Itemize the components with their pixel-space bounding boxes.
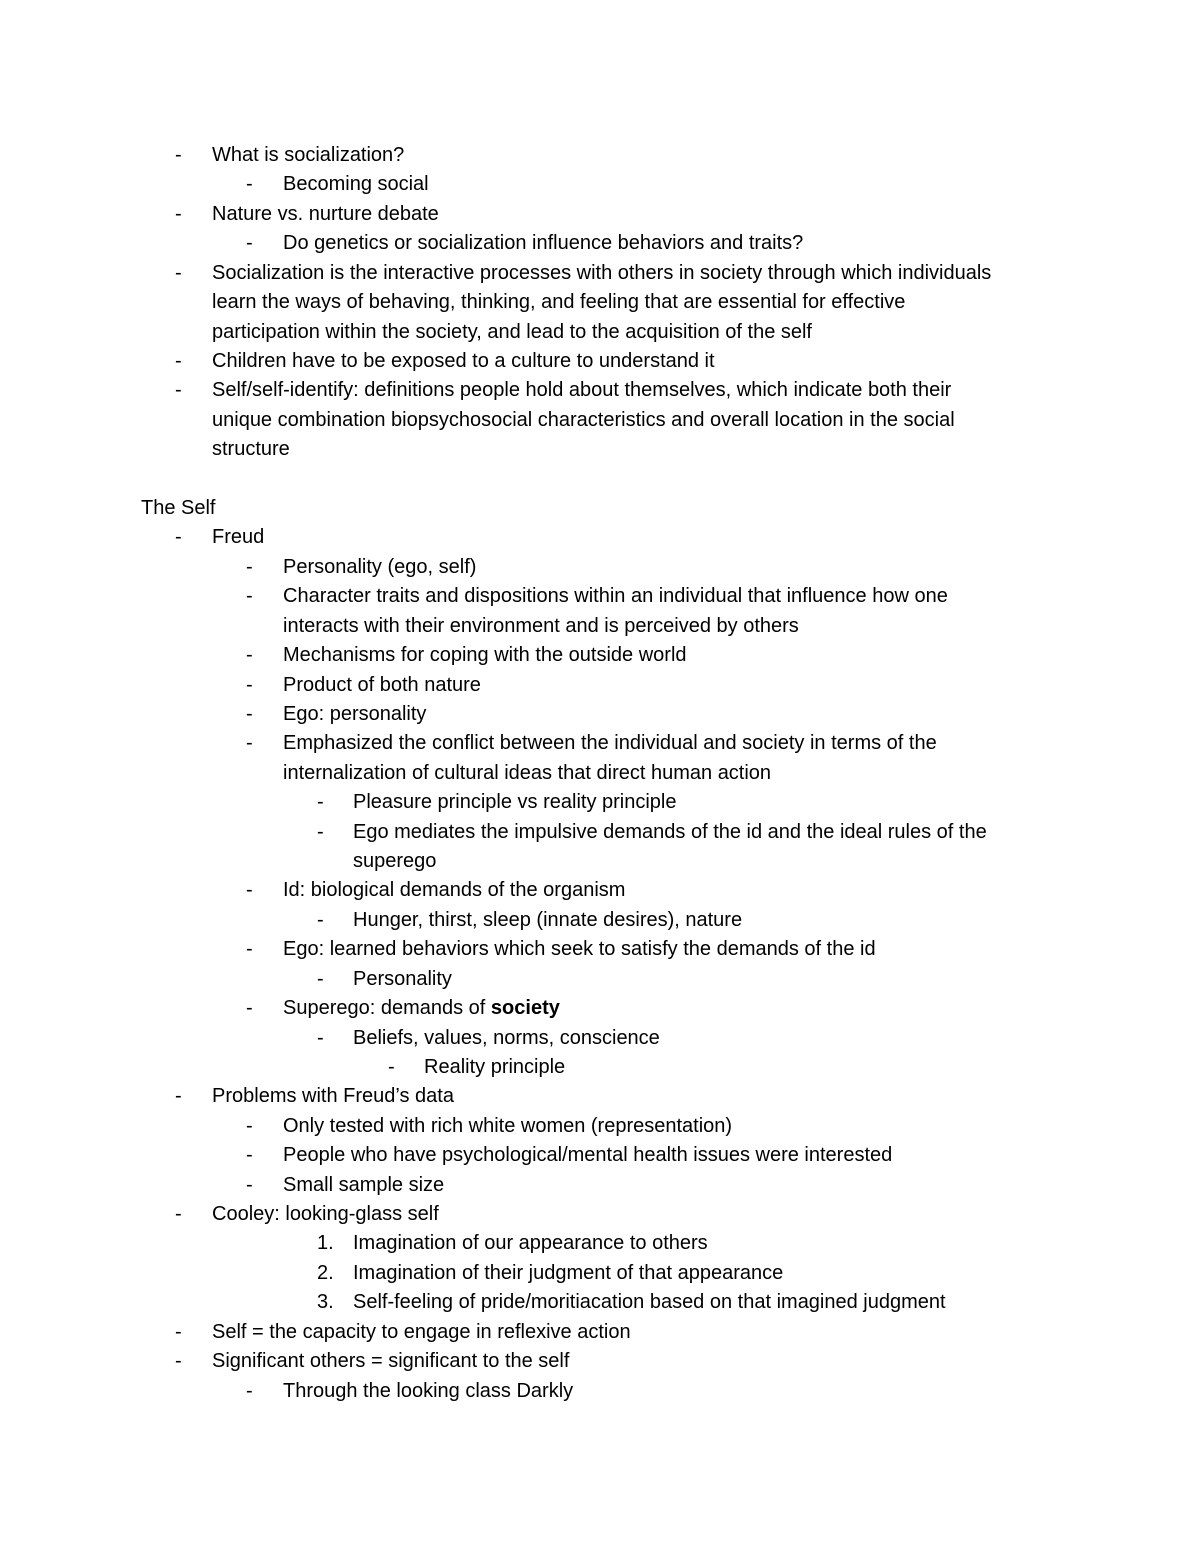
list-bullet: - [317,821,324,843]
list-bullet: - [246,173,253,195]
list-bullet: - [246,674,253,696]
list-bullet: - [175,1203,182,1225]
list-item-text: Significant others = significant to the self [212,1350,570,1372]
list-bullet: - [246,644,253,666]
list-item-text: Product of both nature [283,674,481,696]
list-bullet: - [246,556,253,578]
list-item-text: Beliefs, values, norms, conscience [353,1027,660,1049]
list-bullet: - [246,997,253,1019]
list-item-text: Ego: learned behaviors which seek to satisfy the demands of the id [283,938,876,960]
list-bullet: - [317,1027,324,1049]
list-item-text: Cooley: looking-glass self [212,1203,439,1225]
list-item-text: Personality [353,968,452,990]
list-item-text: Freud [212,526,265,548]
list-bullet: - [175,350,182,372]
list-item-text: interacts with their environment and is perceived by others [283,615,799,637]
list-item-text: Reality principle [424,1056,566,1078]
list-bullet: - [175,144,182,166]
list-item-text: Only tested with rich white women (representation) [283,1115,733,1137]
list-item-text: Problems with Freud’s data [212,1085,454,1107]
list-item-text: Hunger, thirst, sleep (innate desires), nature [353,909,743,931]
list-bullet: - [246,1380,253,1402]
list-item-text: learn the ways of behaving, thinking, and feeling that are essential for effective [212,291,906,313]
list-bullet: - [317,968,324,990]
list-bullet: - [246,732,253,754]
list-item-text: Becoming social [283,173,429,195]
list-bullet: - [246,703,253,725]
list-item-text: Imagination of our appearance to others [353,1232,708,1254]
list-item-text: Imagination of their judgment of that appearance [353,1262,784,1284]
list-item-text: People who have psychological/mental health issues were interested [283,1144,893,1166]
bold-emphasis: society [490,997,560,1019]
list-item-text: Ego: personality [283,703,427,725]
list-item-text: Personality (ego, self) [283,556,477,578]
list-bullet: - [246,585,253,607]
list-bullet: - [175,1321,182,1343]
list-number: 2. [317,1262,334,1284]
list-bullet: - [246,1174,253,1196]
list-bullet: - [246,938,253,960]
list-bullet: - [246,1115,253,1137]
list-item-text: Nature vs. nurture debate [212,203,439,225]
list-bullet: - [175,1350,182,1372]
list-bullet: - [317,909,324,931]
list-item-text: Mechanisms for coping with the outside world [283,644,687,666]
list-item-text: participation within the society, and lead to the acquisition of the self [212,321,812,343]
list-item-text: Socialization is the interactive processes with others in society through which individuals [212,262,992,284]
list-item-text: Self/self-identify: definitions people hold about themselves, which indicate both their [212,379,952,401]
list-item-text: Character traits and dispositions within an individual that influence how one [283,585,948,607]
list-bullet: - [175,262,182,284]
list-item-text: structure [212,438,290,460]
list-item-text: Small sample size [283,1174,445,1196]
list-bullet: - [175,1085,182,1107]
list-bullet: - [175,203,182,225]
superego-text: Superego: demands of [283,997,491,1019]
list-number: 3. [317,1291,334,1313]
list-item-text: Ego mediates the impulsive demands of the id and the ideal rules of the [353,821,987,843]
section-heading: The Self [141,497,216,519]
list-item-text: Self = the capacity to engage in reflexive action [212,1321,631,1343]
list-number: 1. [317,1232,334,1254]
list-item-text: Do genetics or socialization influence behaviors and traits? [283,232,804,254]
list-bullet: - [246,232,253,254]
list-bullet: - [246,1144,253,1166]
list-item-text: unique combination biopsychosocial characteristics and overall location in the social [212,409,955,431]
list-item-text: Emphasized the conflict between the individual and society in terms of the [283,732,937,754]
list-bullet: - [388,1056,395,1078]
list-item-text: What is socialization? [212,144,405,166]
list-item-text: Through the looking class Darkly [283,1380,574,1402]
list-item-text: internalization of cultural ideas that direct human action [283,762,772,784]
list-bullet: - [175,379,182,401]
list-item-text: superego [353,850,437,872]
list-bullet: - [175,526,182,548]
list-item-text: Children have to be exposed to a culture to understand it [212,350,715,372]
list-item-text [283,993,560,1023]
list-bullet: - [317,791,324,813]
list-item-text: Pleasure principle vs reality principle [353,791,677,813]
list-item-text: Id: biological demands of the organism [283,879,626,901]
list-bullet: - [246,879,253,901]
list-item-text: Self-feeling of pride/moritiacation based on that imagined judgment [353,1291,946,1313]
